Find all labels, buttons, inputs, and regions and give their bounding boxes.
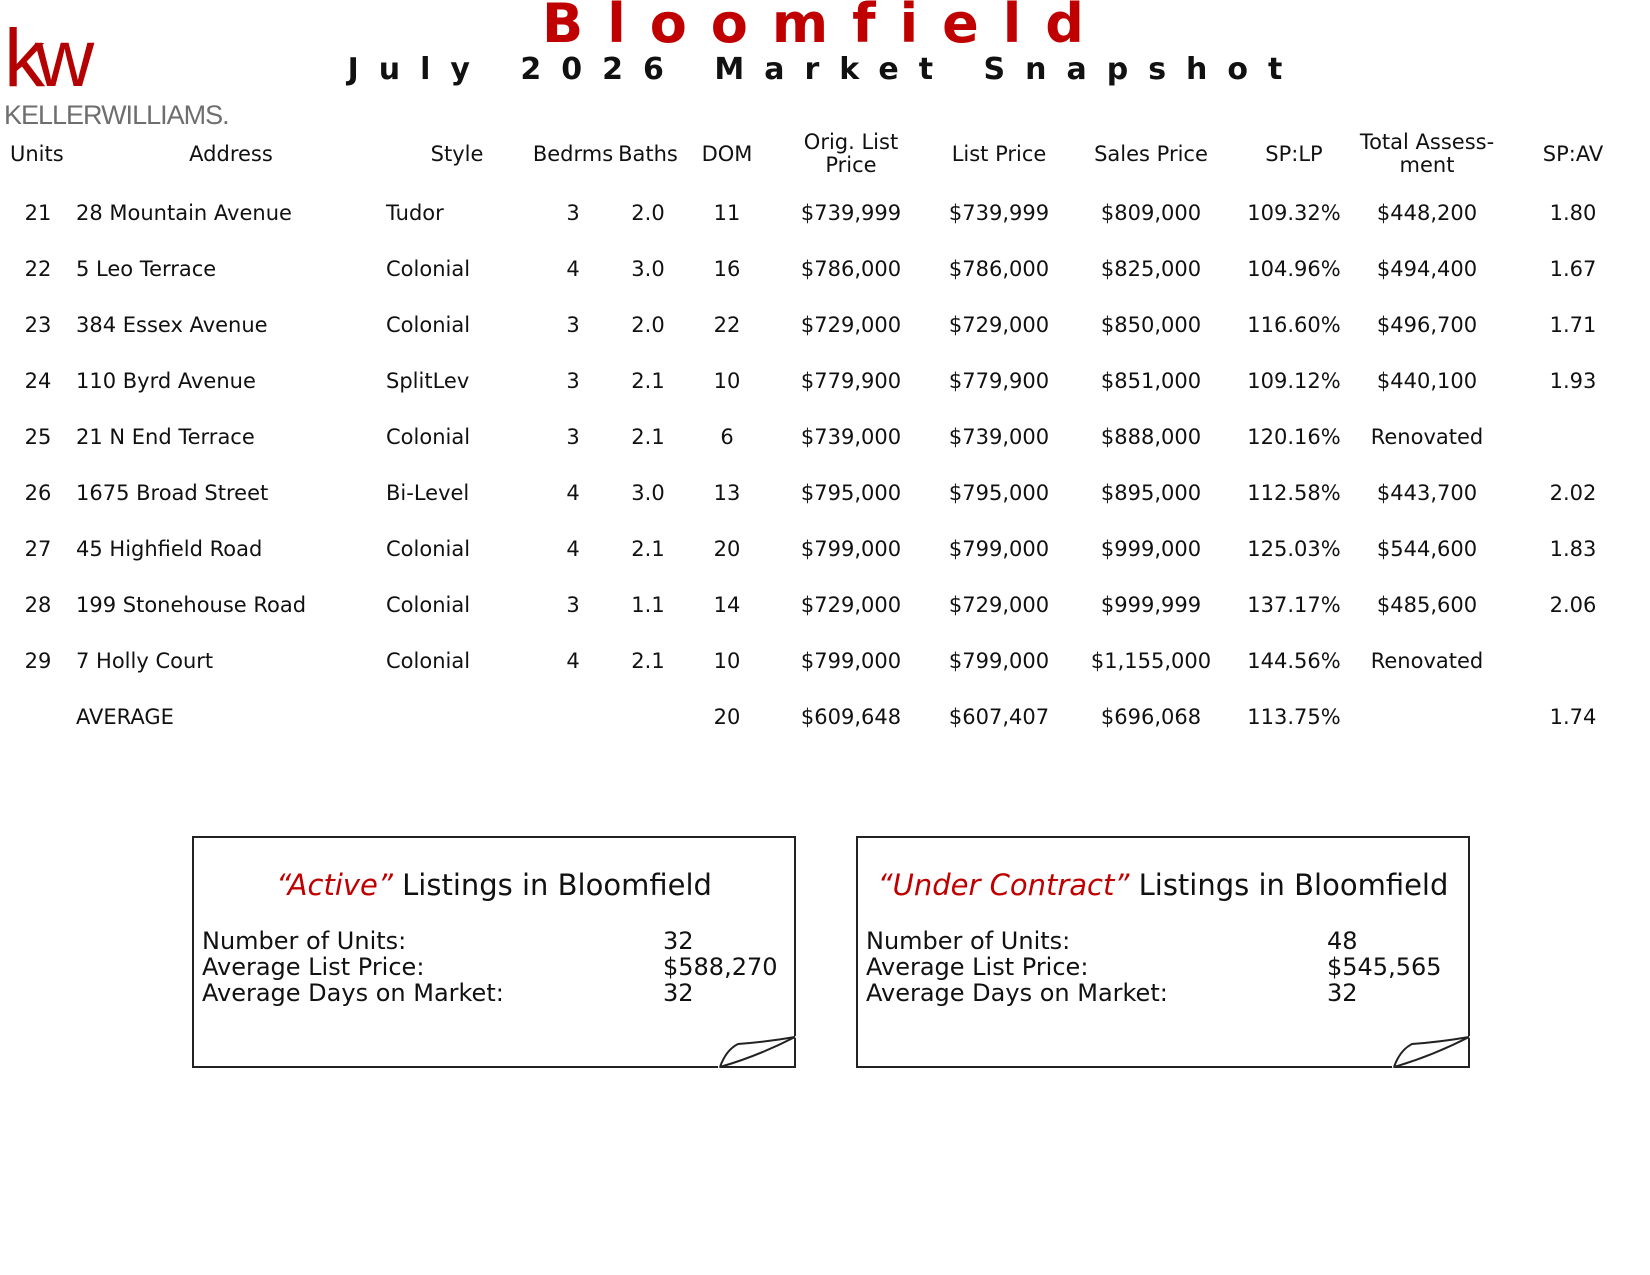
cell-bedrms: 3 [566, 593, 580, 617]
contract-dom-label: Average Days on Market: [866, 979, 1168, 1007]
cell-total-assessment: $544,600 [1376, 537, 1478, 561]
cell-total-assessment: Renovated [1370, 649, 1484, 673]
average-sp-lp: 113.75% [1247, 705, 1341, 729]
active-stats [202, 927, 778, 1007]
table-row [0, 465, 1650, 521]
cell-sp-lp: 109.12% [1247, 369, 1341, 393]
header-bedrms: Bedrms [532, 141, 614, 166]
cell-address: 110 Byrd Avenue [76, 369, 256, 393]
header-orig-line1: Orig. List [803, 130, 899, 154]
under-contract-listings-card [856, 836, 1470, 1068]
cell-address: 199 Stonehouse Road [76, 593, 307, 617]
cell-bedrms: 4 [566, 481, 580, 505]
cell-baths: 2.1 [631, 369, 665, 393]
cell-address: 21 N End Terrace [76, 425, 255, 449]
cell-dom: 14 [713, 593, 741, 617]
header-assess-line2: ment [1399, 153, 1455, 177]
cell-baths: 2.0 [631, 201, 665, 225]
cell-dom: 20 [713, 537, 741, 561]
cell-style: Colonial [386, 313, 471, 337]
cell-sales-price: $825,000 [1100, 257, 1202, 281]
contract-units-row [866, 927, 1358, 955]
cell-sales-price: $999,999 [1100, 593, 1202, 617]
active-dom-row [202, 979, 694, 1007]
active-title-quote: “Active” [276, 868, 393, 902]
cell-dom: 13 [713, 481, 741, 505]
average-sales-price: $696,068 [1100, 705, 1202, 729]
cell-list-price: $739,999 [948, 201, 1050, 225]
cell-orig-list-price: $795,000 [800, 481, 902, 505]
cell-units: 21 [24, 201, 52, 225]
contract-price-value: $545,565 [1327, 953, 1442, 981]
page-curl-icon [1392, 1036, 1470, 1068]
header-total-assessment [1358, 123, 1496, 185]
contract-units-value: 48 [1327, 927, 1358, 955]
header-address: Address [189, 141, 273, 166]
cell-list-price: $799,000 [948, 649, 1050, 673]
cell-baths: 2.1 [631, 425, 665, 449]
header-list-price: List Price [951, 141, 1047, 166]
page-subtitle: July 2026 Market Snapshot [347, 52, 1303, 87]
cell-bedrms: 4 [566, 537, 580, 561]
active-price-value: $588,270 [663, 953, 778, 981]
contract-card-title [858, 868, 1468, 902]
contract-title-quote: “Under Contract” [877, 868, 1130, 902]
cell-sp-av: 1.80 [1549, 201, 1597, 225]
cell-dom: 22 [713, 313, 741, 337]
header-orig-line2: Price [825, 153, 877, 177]
cell-style: Colonial [386, 593, 471, 617]
kw-logo-mark: kw [4, 13, 85, 104]
cell-baths: 2.0 [631, 313, 665, 337]
table-row [0, 353, 1650, 409]
average-label: AVERAGE [76, 705, 174, 729]
cell-style: Colonial [386, 537, 471, 561]
cell-style: Bi-Level [386, 481, 470, 505]
active-listings-card [192, 836, 796, 1068]
active-dom-value: 32 [663, 979, 694, 1007]
cell-total-assessment: $494,400 [1376, 257, 1478, 281]
cell-orig-list-price: $739,000 [800, 425, 902, 449]
cell-style: Colonial [386, 257, 471, 281]
logo-suffix: . [222, 100, 229, 130]
active-price-label: Average List Price: [202, 953, 425, 981]
cell-bedrms: 3 [566, 201, 580, 225]
cell-dom: 11 [713, 201, 741, 225]
cell-address: 384 Essex Avenue [76, 313, 268, 337]
sales-table [0, 123, 1650, 745]
cell-sp-av: 2.02 [1549, 481, 1597, 505]
cell-sales-price: $888,000 [1100, 425, 1202, 449]
page-title: Bloomfield [542, 0, 1108, 55]
header-baths: Baths [618, 141, 678, 166]
cell-sales-price: $809,000 [1100, 201, 1202, 225]
cell-units: 27 [24, 537, 52, 561]
cell-dom: 6 [720, 425, 734, 449]
cell-sp-lp: 116.60% [1247, 313, 1341, 337]
cell-units: 22 [24, 257, 52, 281]
cell-list-price: $729,000 [948, 313, 1050, 337]
cell-baths: 2.1 [631, 537, 665, 561]
contract-dom-row [866, 979, 1358, 1007]
cell-sales-price: $1,155,000 [1090, 649, 1212, 673]
active-units-label: Number of Units: [202, 927, 407, 955]
cell-style: SplitLev [386, 369, 470, 393]
cell-orig-list-price: $729,000 [800, 313, 902, 337]
cell-bedrms: 3 [566, 425, 580, 449]
header-units: Units [10, 141, 64, 166]
table-row [0, 521, 1650, 577]
cell-bedrms: 4 [566, 649, 580, 673]
active-units-row [202, 927, 694, 955]
cell-sp-lp: 120.16% [1247, 425, 1341, 449]
cell-dom: 10 [713, 369, 741, 393]
cell-list-price: $739,000 [948, 425, 1050, 449]
cell-dom: 10 [713, 649, 741, 673]
header-dom: DOM [701, 141, 753, 166]
table-row [0, 577, 1650, 633]
contract-dom-value: 32 [1327, 979, 1358, 1007]
page-curl-icon [718, 1036, 796, 1068]
cell-units: 25 [24, 425, 52, 449]
cell-sp-av: 2.06 [1549, 593, 1597, 617]
table-row [0, 409, 1650, 465]
cell-sp-av [1496, 633, 1650, 689]
cell-total-assessment: $496,700 [1376, 313, 1478, 337]
cell-sp-lp: 109.32% [1247, 201, 1341, 225]
cell-style: Colonial [386, 649, 471, 673]
cell-units: 29 [24, 649, 52, 673]
cell-list-price: $799,000 [948, 537, 1050, 561]
cell-units: 28 [24, 593, 52, 617]
cell-baths: 1.1 [631, 593, 665, 617]
cell-address: 28 Mountain Avenue [76, 201, 292, 225]
cell-list-price: $779,900 [948, 369, 1050, 393]
cell-sp-lp: 104.96% [1247, 257, 1341, 281]
contract-price-row [866, 953, 1442, 981]
active-units-value: 32 [663, 927, 694, 955]
header-sp-av: SP:AV [1542, 141, 1604, 166]
table-row [0, 185, 1650, 241]
table-row [0, 297, 1650, 353]
cell-style: Colonial [386, 425, 471, 449]
cell-bedrms: 3 [566, 313, 580, 337]
cell-sp-lp: 112.58% [1247, 481, 1341, 505]
average-row [0, 689, 1650, 745]
average-list-price: $607,407 [948, 705, 1050, 729]
table-body [0, 185, 1650, 745]
cell-units: 24 [24, 369, 52, 393]
cell-sp-av [1496, 409, 1650, 465]
cell-sp-av: 1.83 [1549, 537, 1597, 561]
header-orig-list-price [776, 123, 926, 185]
header-style: Style [430, 141, 484, 166]
cell-sp-av: 1.93 [1549, 369, 1597, 393]
header-sales-price: Sales Price [1094, 141, 1208, 166]
cell-units: 23 [24, 313, 52, 337]
cell-address: 7 Holly Court [76, 649, 214, 673]
cell-address: 5 Leo Terrace [76, 257, 217, 281]
keller-williams-logo [4, 13, 239, 130]
cell-baths: 2.1 [631, 649, 665, 673]
contract-title-rest: Listings in Bloomfield [1129, 868, 1449, 902]
cell-orig-list-price: $786,000 [800, 257, 902, 281]
average-orig-list-price: $609,648 [800, 705, 902, 729]
header-sp-lp: SP:LP [1265, 141, 1323, 166]
cell-sales-price: $895,000 [1100, 481, 1202, 505]
cell-baths: 3.0 [631, 481, 665, 505]
cell-sp-av: 1.67 [1549, 257, 1597, 281]
cell-orig-list-price: $799,000 [800, 537, 902, 561]
header-assess-line1: Total Assess- [1359, 130, 1495, 154]
table-row [0, 241, 1650, 297]
contract-units-label: Number of Units: [866, 927, 1071, 955]
cell-address: 1675 Broad Street [76, 481, 269, 505]
cell-total-assessment: $485,600 [1376, 593, 1478, 617]
table-header-row [0, 123, 1650, 185]
cell-bedrms: 4 [566, 257, 580, 281]
cell-list-price: $795,000 [948, 481, 1050, 505]
cell-sp-lp: 144.56% [1247, 649, 1341, 673]
cell-orig-list-price: $739,999 [800, 201, 902, 225]
cell-list-price: $786,000 [948, 257, 1050, 281]
cell-total-assessment: Renovated [1370, 425, 1484, 449]
cell-list-price: $729,000 [948, 593, 1050, 617]
cell-sp-lp: 137.17% [1247, 593, 1341, 617]
cell-orig-list-price: $799,000 [800, 649, 902, 673]
cell-orig-list-price: $779,900 [800, 369, 902, 393]
contract-price-label: Average List Price: [866, 953, 1089, 981]
cell-sp-av: 1.71 [1549, 313, 1597, 337]
cell-sales-price: $851,000 [1100, 369, 1202, 393]
cell-total-assessment: $440,100 [1376, 369, 1478, 393]
cell-style: Tudor [386, 201, 444, 225]
cell-total-assessment: $443,700 [1376, 481, 1478, 505]
cell-baths: 3.0 [631, 257, 665, 281]
active-price-row [202, 953, 778, 981]
logo-name-keller: KELLER [4, 100, 102, 130]
cell-bedrms: 3 [566, 369, 580, 393]
active-card-title [194, 868, 794, 902]
active-dom-label: Average Days on Market: [202, 979, 504, 1007]
logo-name-williams: WILLIAMS [101, 100, 223, 130]
contract-stats [866, 927, 1442, 1007]
cell-address: 45 Highfield Road [76, 537, 263, 561]
active-title-rest: Listings in Bloomfield [392, 868, 712, 902]
table-row [0, 633, 1650, 689]
cell-dom: 16 [713, 257, 741, 281]
cell-orig-list-price: $729,000 [800, 593, 902, 617]
cell-sales-price: $999,000 [1100, 537, 1202, 561]
cell-sales-price: $850,000 [1100, 313, 1202, 337]
average-dom: 20 [713, 705, 741, 729]
cell-units: 26 [24, 481, 52, 505]
average-sp-av: 1.74 [1549, 705, 1597, 729]
cell-total-assessment: $448,200 [1376, 201, 1478, 225]
cell-sp-lp: 125.03% [1247, 537, 1341, 561]
